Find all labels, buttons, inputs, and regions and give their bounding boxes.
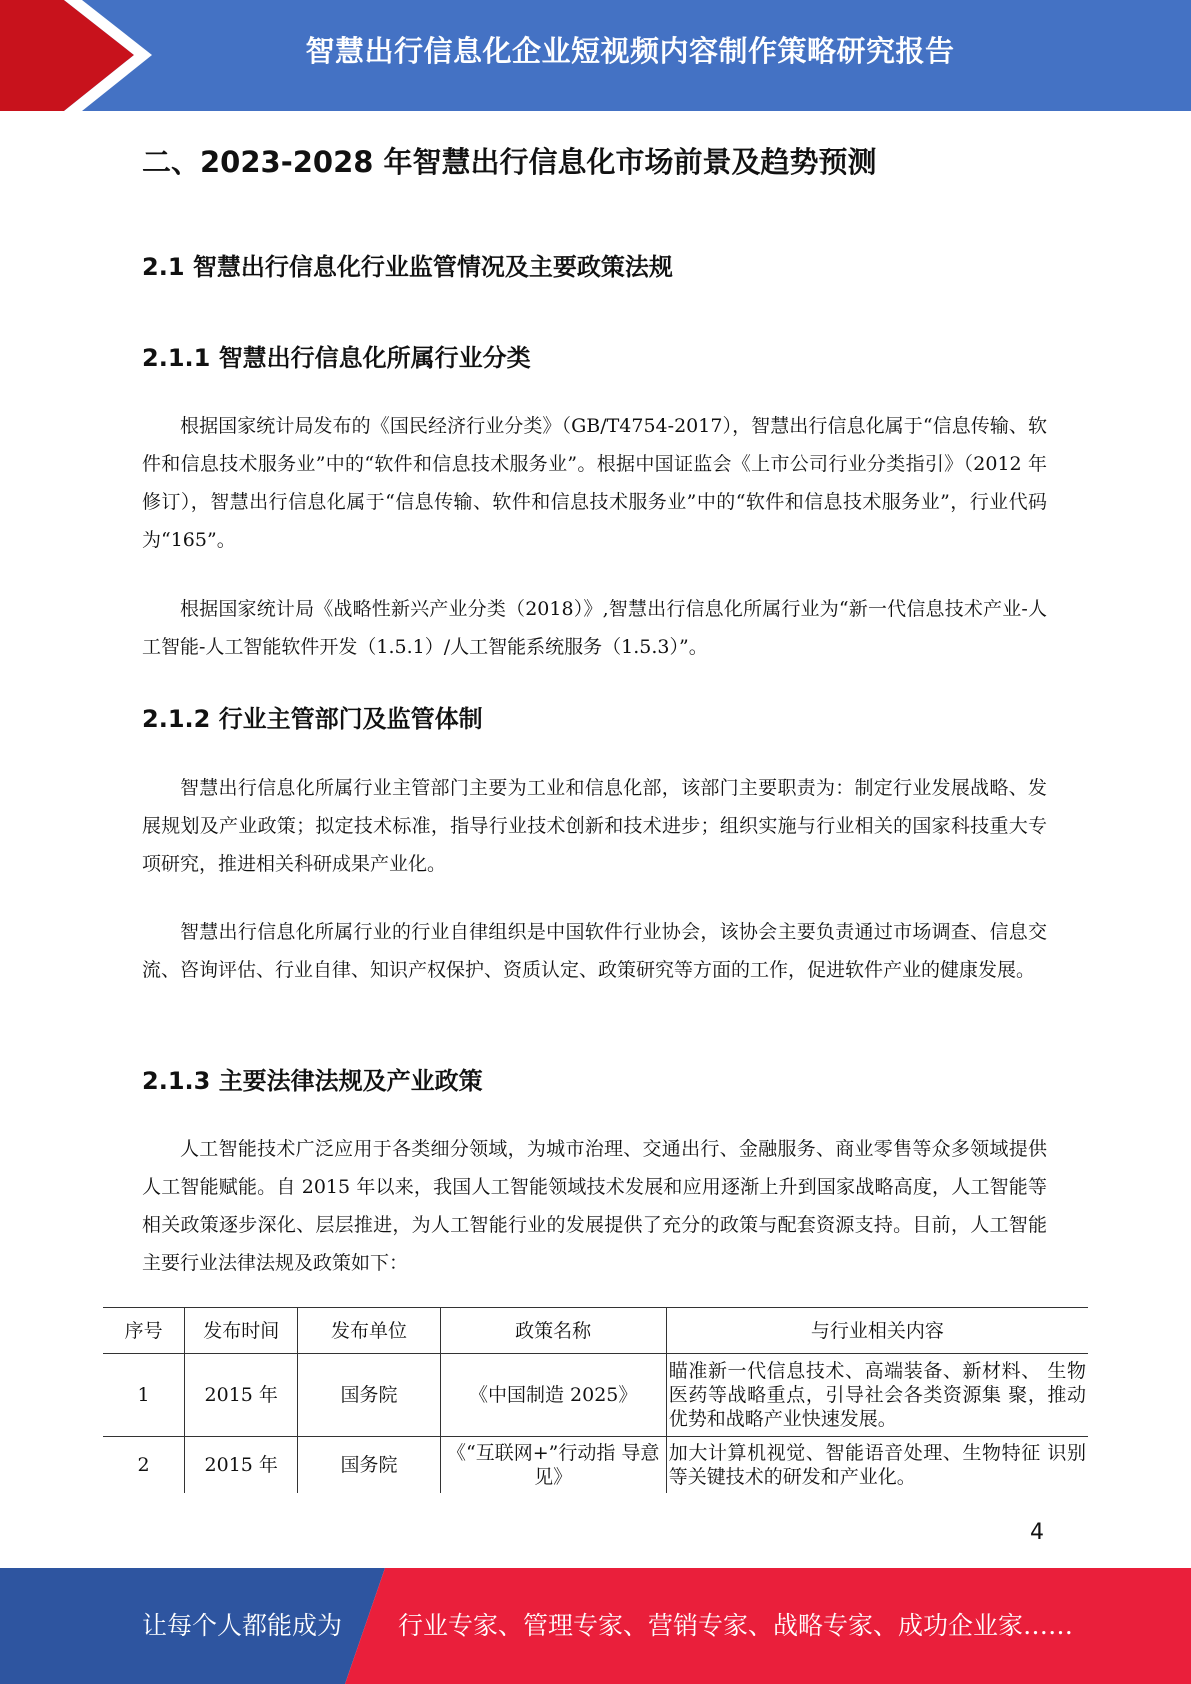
cell-content: 瞄准新一代信息技术、高端装备、新材料、 生物医药等战略重点，引导社会各类资源集 聚，推动优势和战略产业快速发展。: [666, 1354, 1088, 1437]
cell-policy-name: 《“互联网+”行动指 导意见》: [440, 1437, 666, 1493]
column-header-content: 与行业相关内容: [666, 1308, 1088, 1354]
column-header-issuer: 发布单位: [298, 1308, 440, 1354]
footer-slogan-right: 行业专家、管理专家、营销专家、战略专家、成功企业家……: [398, 1611, 1074, 1640]
paragraph-strategic-classification: 根据国家统计局《战略性新兴产业分类（2018）》,智慧出行信息化所属行业为“新一代信息技术产业-人工智能-人工智能软件开发（1.5.1）/人工智能系统服务（1.5.3）”。: [142, 598, 1047, 658]
page-footer: [0, 1568, 1191, 1684]
cell-index: 2: [137, 1453, 150, 1476]
table-row: [103, 1437, 1088, 1493]
cell-date: 2015 年: [185, 1437, 298, 1493]
policy-table: [103, 1307, 1088, 1493]
paragraph-regulator: 智慧出行信息化所属行业主管部门主要为工业和信息化部，该部门主要职责为：制定行业发展战略、发展规划及产业政策；拟定技术标准，指导行业技术创新和技术进步；组织实施与行业相关的国家科技重大专项研究，推进相关科研成果产业化。: [142, 777, 1047, 875]
page-number: 4: [1030, 1520, 1044, 1545]
cell-issuer: 国务院: [298, 1437, 440, 1493]
header-title: 智慧出行信息化企业短视频内容制作策略研究报告: [305, 34, 955, 68]
column-header-policy-name: 政策名称: [440, 1308, 666, 1354]
subsection-2-1-2-title: 2.1.2 行业主管部门及监管体制: [142, 705, 483, 733]
section-title: 二、2023-2028 年智慧出行信息化市场前景及趋势预测: [142, 145, 877, 179]
subsection-2-1-1-title: 2.1.1 智慧出行信息化所属行业分类: [142, 344, 531, 372]
cell-content: 加大计算机视觉、智能语音处理、生物特征 识别等关键技术的研发和产业化。: [666, 1437, 1088, 1493]
table-header-row: [103, 1308, 1088, 1354]
paragraph-industry-classification: 根据国家统计局发布的《国民经济行业分类》（GB/T4754-2017），智慧出行信息化属于“信息传输、软件和信息技术服务业”中的“软件和信息技术服务业”。根据中国证监会《上市公司行业分类指引》（2012 年修订），智慧出行信息化属于“信息传输、软件和信息技术服务业”中的“软件和信息技术服务业”，行业代码为“165”。: [142, 415, 1047, 551]
paragraph-policy-intro: 人工智能技术广泛应用于各类细分领域，为城市治理、交通出行、金融服务、商业零售等众多领域提供人工智能赋能。自 2015 年以来，我国人工智能领域技术发展和应用逐渐上升到国家战略高度，人工智能等相关政策逐步深化、层层推进，为人工智能行业的发展提供了充分的政策与配套资源支持。目前，人工智能主要行业法律法规及政策如下：: [142, 1138, 1047, 1274]
subsection-2-1-3-title: 2.1.3 主要法律法规及产业政策: [142, 1067, 483, 1095]
column-header-index: 序号: [124, 1319, 163, 1342]
cell-issuer: 国务院: [298, 1354, 440, 1437]
cell-index: 1: [137, 1384, 150, 1406]
paragraph-self-regulation: 智慧出行信息化所属行业的行业自律组织是中国软件行业协会，该协会主要负责通过市场调查、信息交流、咨询评估、行业自律、知识产权保护、资质认定、政策研究等方面的工作，促进软件产业的健康发展。: [142, 921, 1047, 981]
subsection-title: 2.1 智慧出行信息化行业监管情况及主要政策法规: [142, 253, 673, 281]
page-header: [0, 0, 1191, 111]
table-row: [103, 1354, 1088, 1437]
column-header-date: 发布时间: [185, 1308, 298, 1354]
footer-slogan-left: 让每个人都能成为: [142, 1611, 343, 1640]
cell-date: 2015 年: [185, 1354, 298, 1437]
cell-policy-name: 《中国制造 2025》: [440, 1354, 666, 1437]
